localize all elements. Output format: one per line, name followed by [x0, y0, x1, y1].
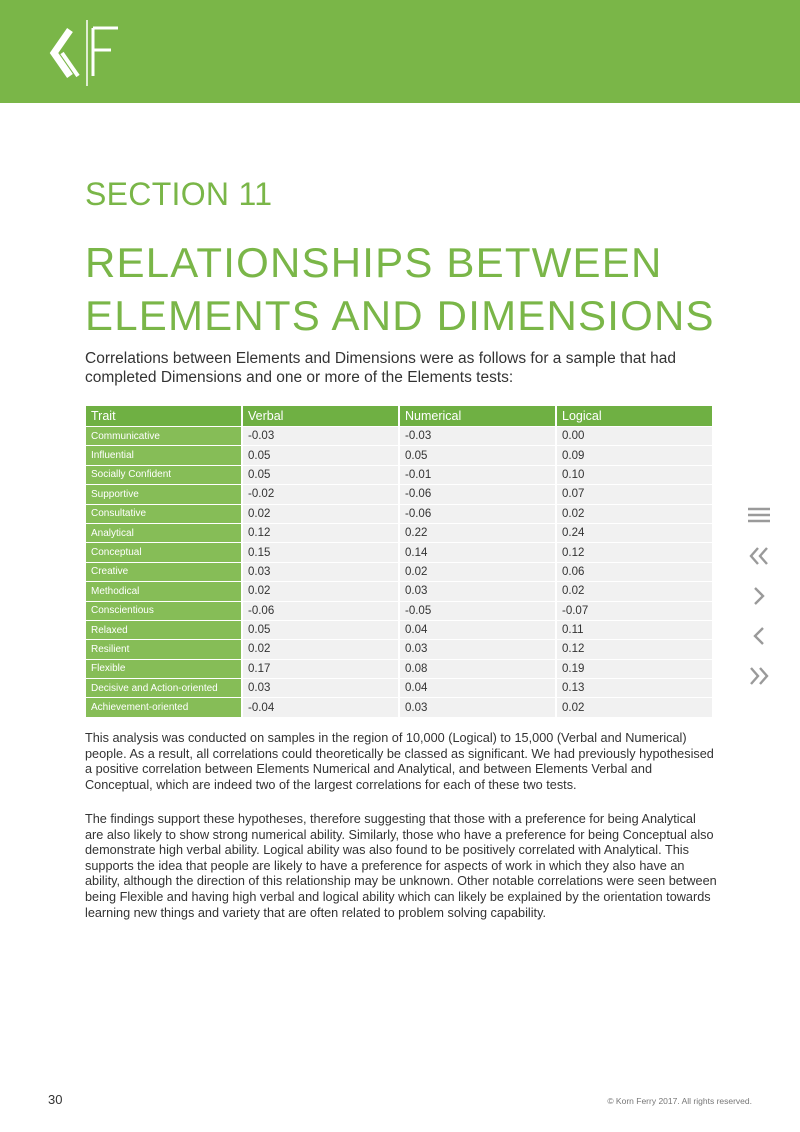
correlation-cell: 0.11	[557, 621, 712, 639]
table-row	[86, 427, 712, 445]
trait-cell: Resilient	[86, 640, 243, 658]
trait-cell: Conceptual	[86, 543, 243, 561]
intro-text: Correlations between Elements and Dimensions were as follows for a sample that had completed Dimensions and one or more of the Elements tests:	[85, 350, 677, 386]
menu-icon[interactable]	[744, 505, 774, 545]
trait-cell: Consultative	[86, 505, 243, 523]
findings-paragraph: The findings support these hypotheses, therefore suggesting that those with a preference for being Analytical are also likely to show strong numerical ability. Similarly, those who have a preference for being Conceptual also demonstrate high verbal ability. Logical ability was also found to be positively correlated with Analytical. This supports the idea that people are likely to have a preference for aspects of work in which they also have an ability, although the direction of this relationship may be unknown. Other notable correlations were seen between being Flexible and having high verbal and logical ability which can likely be explained by the orientation towards learning new things and variety that are often related to problem solving capability.	[85, 812, 717, 920]
correlation-cell: 0.03	[400, 640, 557, 658]
correlation-cell: 0.04	[400, 621, 557, 639]
correlation-cell: 0.03	[243, 679, 400, 697]
correlation-cell: 0.14	[400, 543, 557, 561]
trait-cell: Conscientious	[86, 602, 243, 620]
correlation-cell: 0.03	[400, 698, 557, 716]
trait-cell: Relaxed	[86, 621, 243, 639]
side-navigation	[744, 505, 774, 705]
correlation-cell: 0.09	[557, 446, 712, 464]
correlation-table	[86, 405, 712, 718]
correlation-cell: 0.12	[557, 640, 712, 658]
copyright-notice: © Korn Ferry 2017. All rights reserved.	[607, 1096, 752, 1106]
correlation-cell: -0.06	[400, 505, 557, 523]
column-header: Numerical	[400, 406, 557, 426]
correlation-cell: 0.07	[557, 485, 712, 503]
correlation-cell: -0.06	[243, 602, 400, 620]
correlation-cell: 0.13	[557, 679, 712, 697]
correlation-cell: 0.19	[557, 660, 712, 678]
correlation-cell: 0.05	[243, 446, 400, 464]
table-row	[86, 660, 712, 678]
correlation-cell: 0.24	[557, 524, 712, 542]
correlation-cell: 0.02	[243, 582, 400, 600]
correlation-cell: 0.06	[557, 563, 712, 581]
section-label: SECTION 11	[85, 176, 273, 212]
trait-cell: Decisive and Action-oriented	[86, 679, 243, 697]
table-header-row	[86, 406, 712, 426]
last-page-icon[interactable]	[744, 665, 774, 705]
trait-cell: Flexible	[86, 660, 243, 678]
previous-page-icon[interactable]	[744, 625, 774, 665]
trait-cell: Methodical	[86, 582, 243, 600]
correlation-cell: -0.03	[400, 427, 557, 445]
header-bar	[0, 0, 800, 103]
table-row	[86, 679, 712, 697]
correlation-cell: -0.04	[243, 698, 400, 716]
table-row	[86, 582, 712, 600]
trait-cell: Influential	[86, 446, 243, 464]
column-header: Trait	[86, 406, 243, 426]
trait-cell: Supportive	[86, 485, 243, 503]
correlation-cell: 0.03	[243, 563, 400, 581]
correlation-cell: 0.10	[557, 466, 712, 484]
korn-ferry-logo	[48, 20, 122, 86]
analysis-paragraph: This analysis was conducted on samples in the region of 10,000 (Logical) to 15,000 (Verbal and Numerical) people. As a result, all correlations could theoretically be classed as significant. We had previously hypothesised a positive correlation between Elements Numerical and Analytical, and between Elements Verbal and Conceptual, which are indeed two of the largest correlations for each of these two tests.	[85, 731, 714, 792]
page-title: RELATIONSHIPS BETWEEN ELEMENTS AND DIMENSIONS	[85, 239, 715, 339]
correlation-cell: -0.02	[243, 485, 400, 503]
correlation-cell: 0.05	[243, 466, 400, 484]
correlation-cell: 0.08	[400, 660, 557, 678]
column-header: Verbal	[243, 406, 400, 426]
correlation-cell: 0.02	[243, 640, 400, 658]
table-row	[86, 466, 712, 484]
correlation-cell: 0.02	[557, 698, 712, 716]
table-row	[86, 563, 712, 581]
trait-cell: Communicative	[86, 427, 243, 445]
correlation-cell: -0.03	[243, 427, 400, 445]
next-page-icon[interactable]	[744, 585, 774, 625]
correlation-cell: 0.03	[400, 582, 557, 600]
correlation-cell: 0.22	[400, 524, 557, 542]
correlation-cell: -0.06	[400, 485, 557, 503]
column-header: Logical	[557, 406, 712, 426]
correlation-cell: 0.02	[243, 505, 400, 523]
correlation-cell: 0.02	[557, 582, 712, 600]
table-row	[86, 524, 712, 542]
trait-cell: Achievement-oriented	[86, 698, 243, 716]
correlation-cell: 0.05	[400, 446, 557, 464]
trait-cell: Analytical	[86, 524, 243, 542]
correlation-cell: 0.02	[557, 505, 712, 523]
correlation-cell: 0.12	[243, 524, 400, 542]
table-row	[86, 485, 712, 503]
table-row	[86, 543, 712, 561]
trait-cell: Creative	[86, 563, 243, 581]
correlation-cell: 0.00	[557, 427, 712, 445]
correlation-cell: 0.05	[243, 621, 400, 639]
table-row	[86, 602, 712, 620]
correlation-cell: 0.12	[557, 543, 712, 561]
first-page-icon[interactable]	[744, 545, 774, 585]
correlation-cell: 0.02	[400, 563, 557, 581]
table-row	[86, 446, 712, 464]
page-number: 30	[48, 1092, 63, 1107]
correlation-cell: -0.05	[400, 602, 557, 620]
correlation-cell: -0.07	[557, 602, 712, 620]
table-row	[86, 640, 712, 658]
table-row	[86, 698, 712, 716]
correlation-cell: 0.17	[243, 660, 400, 678]
table-row	[86, 505, 712, 523]
correlation-cell: -0.01	[400, 466, 557, 484]
trait-cell: Socially Confident	[86, 466, 243, 484]
correlation-cell: 0.15	[243, 543, 400, 561]
table-row	[86, 621, 712, 639]
correlation-cell: 0.04	[400, 679, 557, 697]
